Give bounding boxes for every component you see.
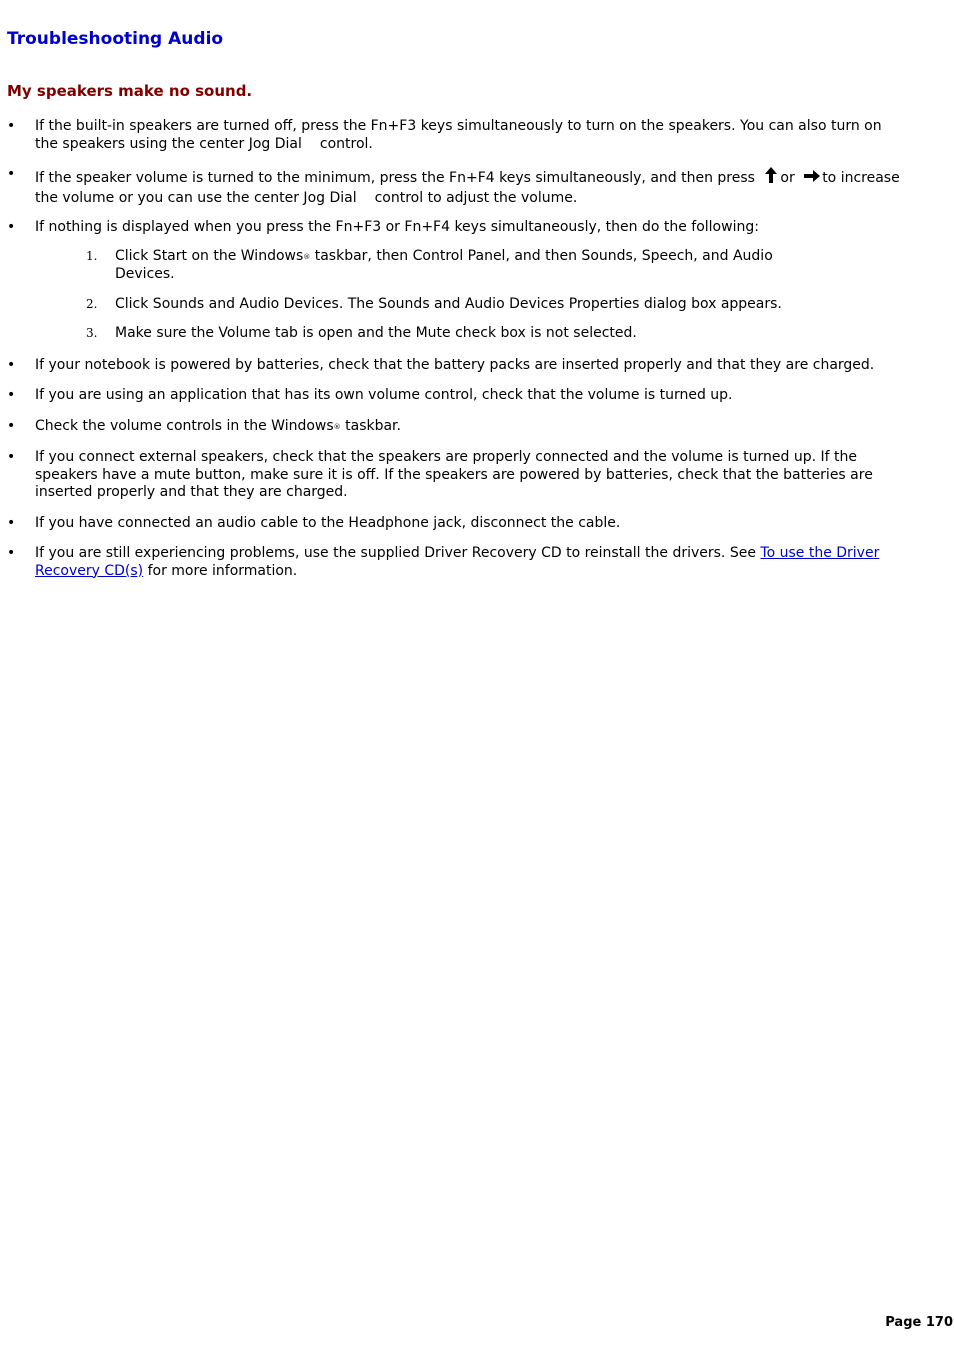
step-item xyxy=(35,248,835,284)
list-item-headphone-jack xyxy=(7,515,902,533)
steps-list xyxy=(35,248,902,343)
item-text: If the speaker volume is turned to the minimum, press the Fn+F4 keys simultaneously, and then press xyxy=(35,170,755,186)
arrow-right-icon xyxy=(803,168,821,190)
step-text: taskbar, then Control Panel, and then Sounds, Speech, and Audio Devices. xyxy=(115,247,773,282)
page-title: Troubleshooting Audio xyxy=(7,29,224,49)
bullet-icon: • xyxy=(7,118,16,134)
item-text: If you have connected an audio cable to the Headphone jack, disconnect the cable. xyxy=(35,514,621,531)
step-number: 1. xyxy=(86,248,98,263)
bullet-icon: • xyxy=(7,219,16,235)
item-text: control to adjust the volume. xyxy=(374,189,578,206)
item-text: If the built-in speakers are turned off, press the Fn+F3 keys simultaneously to turn on the speakers. You can also turn on the speakers using the center Jog Dial xyxy=(35,118,882,152)
bullet-icon: • xyxy=(7,545,16,561)
list-item-nothing-displayed xyxy=(7,219,902,343)
item-text: to increase the volume or you can use the center Jog Dial xyxy=(35,170,900,206)
bullet-icon: • xyxy=(7,514,16,531)
bullet-icon: • xyxy=(7,166,16,182)
item-text: If you connect external speakers, check that the speakers are properly connected and the volume is turned up. If the speakers have a mute button, make sure it is off. If the speakers are powered by batteries, check that the batteries are inserted properly and that they are charged. xyxy=(35,449,873,500)
step-text: Make sure the Volume tab is open and the Mute check box is not selected. xyxy=(115,325,637,341)
item-text: for more information. xyxy=(143,562,298,579)
step-text: Click Start on the Windows xyxy=(115,247,304,264)
list-item-windows-volume xyxy=(7,418,902,437)
page-number: Page 170 xyxy=(885,1315,953,1330)
troubleshooting-list xyxy=(7,118,902,593)
step-number: 2. xyxy=(86,296,98,311)
step-item xyxy=(35,325,835,343)
item-text: control. xyxy=(319,135,373,152)
step-number: 3. xyxy=(86,326,98,340)
list-item-volume-minimum xyxy=(7,166,902,207)
item-text: If nothing is displayed when you press the Fn+F3 or Fn+F4 keys simultaneously, then do the following: xyxy=(35,219,759,235)
list-item-batteries xyxy=(7,357,902,375)
list-item-driver-recovery xyxy=(7,545,902,580)
list-item-speakers-off xyxy=(7,118,902,153)
arrow-up-icon xyxy=(763,166,779,190)
bullet-icon: • xyxy=(7,356,16,373)
list-item-external-speakers xyxy=(7,449,902,502)
item-text: If you are still experiencing problems, use the supplied Driver Recovery CD to reinstall the drivers. See xyxy=(35,545,761,561)
registered-mark: ® xyxy=(333,422,341,431)
bullet-icon: • xyxy=(7,449,16,465)
item-text: Check the volume controls in the Windows xyxy=(35,417,334,434)
bullet-icon: • xyxy=(7,387,16,403)
item-text: If your notebook is powered by batteries, check that the battery packs are inserted properly and that they are charged. xyxy=(35,356,875,373)
item-text: taskbar. xyxy=(340,417,401,434)
list-item-application-volume xyxy=(7,387,902,405)
registered-mark: ® xyxy=(303,252,311,261)
driver-recovery-link[interactable]: To use the Driver Recovery CD(s) xyxy=(35,545,880,579)
or-text: or xyxy=(780,170,795,186)
step-item xyxy=(35,296,875,314)
item-text: If you are using an application that has its own volume control, check that the volume is turned up. xyxy=(35,387,733,403)
section-heading: My speakers make no sound. xyxy=(7,82,253,100)
bullet-icon: • xyxy=(7,417,16,434)
step-text: Click Sounds and Audio Devices. The Sounds and Audio Devices Properties dialog box appears. xyxy=(115,295,782,312)
